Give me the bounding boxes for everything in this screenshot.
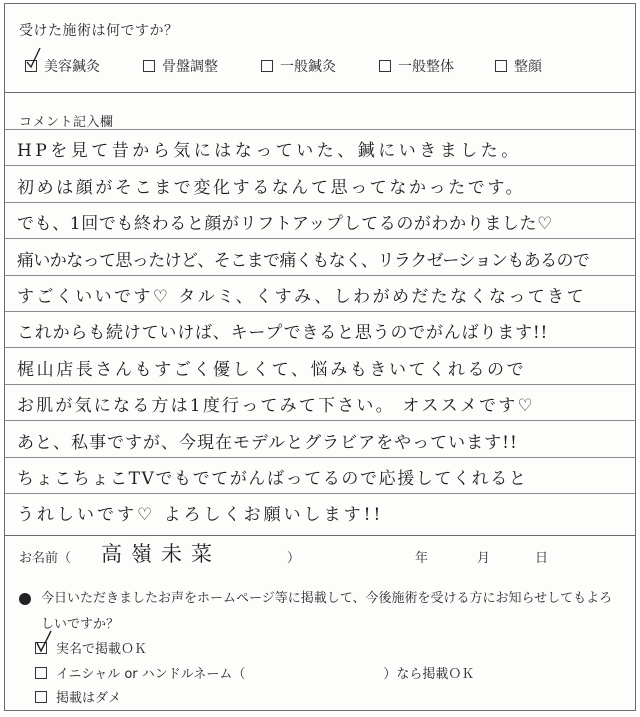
treatment-option-label: 一般整体 <box>398 59 454 75</box>
checkbox[interactable] <box>379 60 391 72</box>
treatment-option-label: 骨盤調整 <box>162 59 218 75</box>
comment-line <box>5 165 635 201</box>
name-value[interactable]: 高嶺未菜 <box>101 542 221 566</box>
treatment-option-ippan-shinkyu[interactable] <box>261 56 336 76</box>
comment-line <box>5 129 635 165</box>
checkbox[interactable] <box>143 60 155 72</box>
treatment-option-seigan[interactable] <box>495 56 542 76</box>
treatment-options <box>19 56 629 78</box>
comment-text: 梶山店長さんもすごく優しくて、悩みもきいてくれるので <box>17 359 527 380</box>
bullet-icon <box>19 593 31 605</box>
comment-line <box>5 457 635 493</box>
checkbox[interactable] <box>35 691 47 703</box>
comment-text: でも、1回でも終わると顔がリフトアップしてるのがわかりました♡ <box>17 214 553 235</box>
comment-text: これからも続けていけば、キープできると思うのでがんばります!! <box>17 323 549 344</box>
treatment-question: 受けた施術は何ですか？ <box>19 23 179 39</box>
treatment-option-ippan-seitai[interactable] <box>379 56 454 76</box>
checkbox[interactable] <box>35 642 47 654</box>
treatment-section <box>5 4 635 93</box>
name-close-paren: ） <box>287 551 301 566</box>
comment-line <box>5 275 635 311</box>
date-year-label: 年 <box>415 551 429 566</box>
consent-option-label-after: ）なら掲載ＯＫ <box>383 667 475 682</box>
date-day-label: 日 <box>535 551 549 566</box>
checkbox[interactable] <box>25 60 37 72</box>
comment-text: お肌が気になる方は1度行ってみて下さい。 オススメです♡ <box>17 396 535 417</box>
comment-text: 痛いかなって思ったけど、そこまで痛くもなく、リラクゼーションもあるので <box>17 250 590 271</box>
consent-option-label: 掲載はダメ <box>56 691 122 706</box>
consent-option-decline[interactable] <box>35 687 121 706</box>
treatment-option-label: 一般鍼灸 <box>280 59 336 75</box>
consent-option-real-name[interactable] <box>35 638 147 657</box>
treatment-option-kotsuban[interactable] <box>143 56 218 76</box>
consent-question <box>19 586 619 638</box>
checkbox[interactable] <box>35 667 47 679</box>
consent-option-label: イニシャル or ハンドルネーム（ <box>56 667 246 682</box>
comment-line <box>5 347 635 383</box>
comment-line <box>5 238 635 274</box>
name-label: お名前（ <box>19 551 72 566</box>
handwritten-check-icon <box>26 47 42 71</box>
comment-line <box>5 384 635 420</box>
survey-sheet <box>4 3 636 711</box>
date-month-label: 月 <box>477 551 491 566</box>
checkbox[interactable] <box>261 60 273 72</box>
consent-option-label: 実名で掲載ＯＫ <box>56 642 148 657</box>
checkbox[interactable] <box>495 60 507 72</box>
comment-section <box>5 92 635 536</box>
comment-text: すごくいいです♡ タルミ、くすみ、しわがめだたなくなってきて <box>17 286 586 307</box>
comment-line <box>5 202 635 238</box>
comment-line <box>5 493 635 529</box>
comment-text: ちょこちょこTVでもでてがんばってるので応援してくれると <box>17 468 528 489</box>
comment-line <box>5 311 635 347</box>
name-consent-section <box>5 535 635 710</box>
treatment-option-label: 整顔 <box>514 59 542 75</box>
consent-option-initial[interactable] <box>35 663 474 682</box>
comment-lines <box>5 129 635 529</box>
treatment-option-label: 美容鍼灸 <box>44 59 100 75</box>
comment-text: うれしいです♡ よろしくお願いします!! <box>17 505 384 526</box>
consent-question-text: 今日いただきましたお声をホームページ等に掲載して、今後施術を受ける方にお知らせしてもよろしいですか？ <box>41 591 613 632</box>
comment-text: 初めは顔がそこまで変化するなんて思ってなかったです。 <box>17 177 526 198</box>
comment-line <box>5 420 635 456</box>
comment-text: あと、私事ですが、今現在モデルとグラビアをやっています!! <box>17 432 518 453</box>
treatment-option-biyou-shinkyu[interactable] <box>25 56 100 76</box>
comment-label: コメント記入欄 <box>19 115 114 130</box>
comment-text: HPを見て昔から気にはなっていた、鍼にいきました。 <box>17 141 522 162</box>
